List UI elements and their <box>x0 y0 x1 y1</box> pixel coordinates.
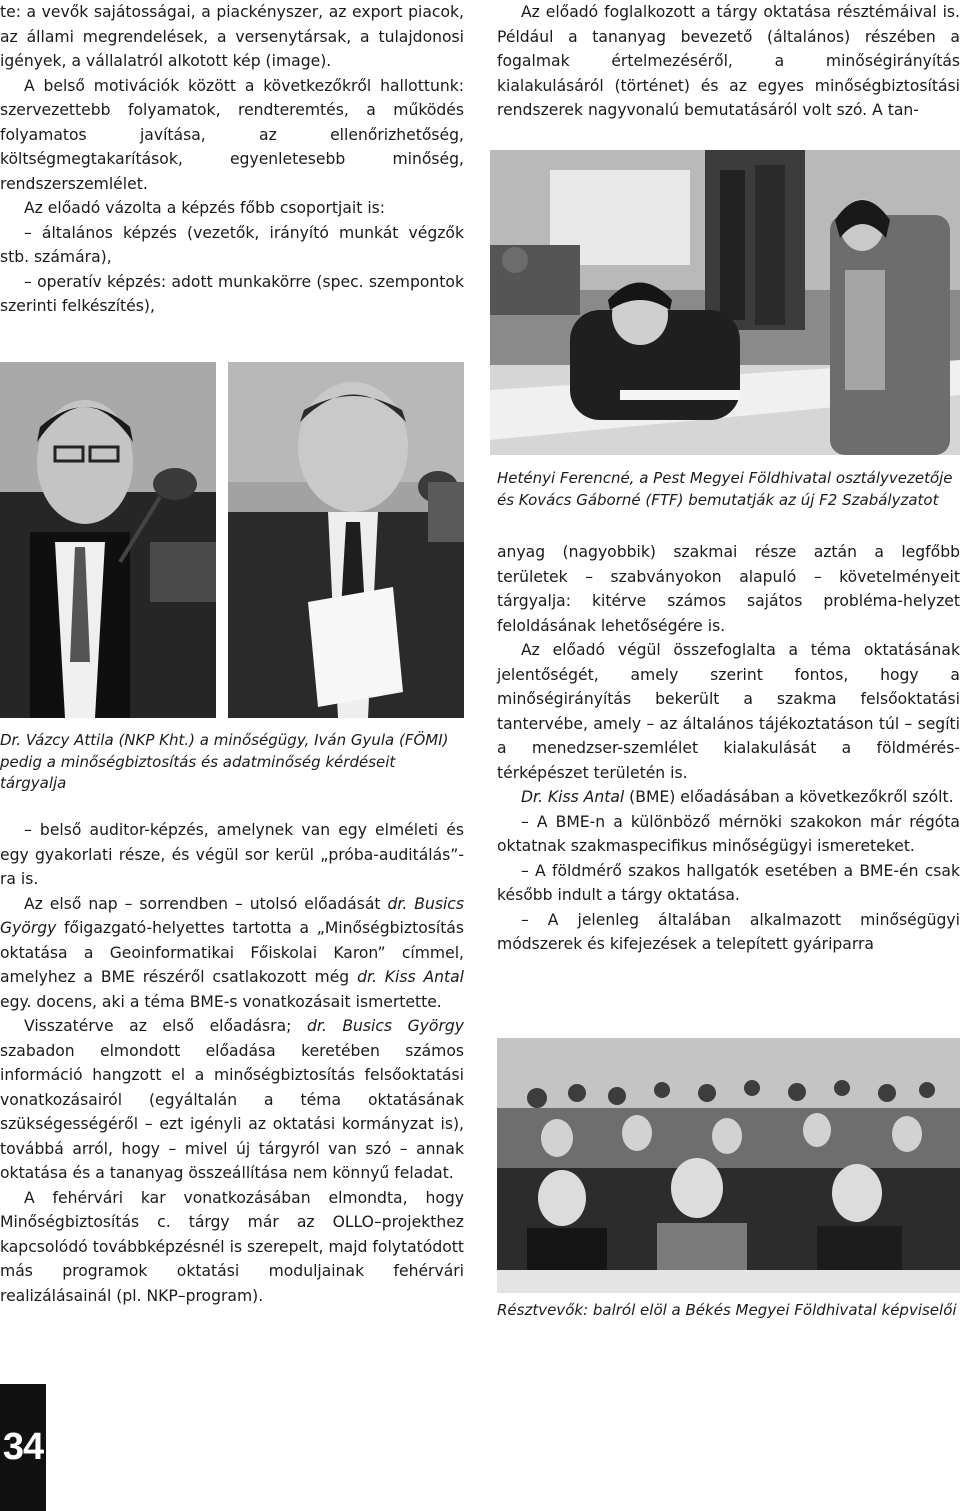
paragraph: Dr. Kiss Antal (BME) előadásában a következőkről szólt. <box>521 788 954 806</box>
caption-name-ivan: Iván Gyula (FÖMI) <box>314 731 449 749</box>
list-item: – operatív képzés: adott munkakörre (spec. szempontok szerinti felkészítés), <box>0 272 464 315</box>
page-number: 34 <box>0 1384 46 1511</box>
list-item: – A BME-n a különböző mérnöki szakokon már régóta oktatnak szakmaspecifikus minőségügyi ismereteket. <box>497 812 960 855</box>
paragraph: Az előadó foglalkozott a tárgy oktatása résztémáival is. Például a tananyag bevezető (általános) részében a fogalmak értelmezéséről, a minőségirányítás kialakulásáról (történet) és az egyes minőségbiztosítási rendszerek nagyvonalú bemutatásáról volt szó. A tan- <box>497 3 960 119</box>
list-item: – A jelenleg általában alkalmazott minőségügyi módszerek és kifejezések a telepített gyáriparra <box>497 910 960 953</box>
caption-speakers: Dr. Vázcy Attila (NKP Kht.) a minőségügy, Iván Gyula (FÖMI) pedig a minőségbiztosítás és adatminőség kérdéseit tárgyalja <box>0 731 449 792</box>
right-bottom-text <box>497 540 960 957</box>
right-top-text <box>497 0 960 123</box>
caption-audience: Résztvevők: balról elöl a Békés Megyei Földhivatal képviselői <box>497 1301 957 1319</box>
caption-presenters-f2: Hetényi Ferencné, a Pest Megyei Földhivatal osztályvezetője és Kovács Gáborné (FTF) bemutatják az új F2 Szabályzatot <box>497 469 953 509</box>
paragraph: anyag (nagyobbik) szakmai része aztán a legfőbb területek – szabványokon alapuló – követelményeit tárgyalja: kitérve számos sajátos probléma-helyzet feloldásának lehetőségére is. <box>497 543 960 635</box>
paragraph: te: a vevők sajátosságai, a piackényszer, az export piacok, az állami megrendelések, a versenytársak, a tulajdonosi igények, a vállalatról alkotott kép (image). <box>0 3 464 70</box>
photo-audience <box>497 1038 960 1293</box>
paragraph: A belső motivációk között a következőkről hallottunk: szervezettebb folyamatok, rendteremtés, a működés folyamatos javítása, az ellenőrizhetőség, költségmegtakarítások, egyenletesebb minőség, rendszerszemlélet. <box>0 76 464 193</box>
list-item: – belső auditor-képzés, amelynek van egy elméleti és egy gyakorlati része, és végül sor kerül „próba-auditálás”-ra is. <box>0 821 464 888</box>
list-item: – A földmérő szakos hallgatók esetében a BME-én csak később indult a tárgy oktatása. <box>497 861 960 904</box>
left-bottom-text <box>0 818 464 1308</box>
list-item: – általános képzés (vezetők, irányító munkát végzők stb. számára), <box>0 223 464 266</box>
caption-name-vaczy: Dr. Vázcy Attila (NKP Kht.) <box>0 731 196 749</box>
left-top-text <box>0 0 464 319</box>
paragraph: A fehérvári kar vonatkozásában elmondta, hogy Minőségbiztosítás c. tárgy már az OLLO–projekthez kapcsolódó továbbképzésnél is szerepelt, majd folytatódott más programok oktatási moduljainak fehérvári realizálásainál (pl. NKP–program). <box>0 1188 464 1305</box>
paragraph: Visszatérve az első előadásra; dr. Busics György szabadon elmondott előadása keretében számos információ hangzott el a minőségbiztosítás felsőoktatási vonatkozásairól (egyáltalán a téma oktatásának szükségességéről – ezt igényli az oktatási kormányzat is), továbbá arról, hogy – mivel új tárgyról van szó – annak oktatása és a tananyag összeállítása nem könnyű feladat. <box>0 1017 464 1182</box>
paragraph: Az előadó vázolta a képzés főbb csoportjait is: <box>24 199 386 217</box>
paragraph: Az első nap – sorrendben – utolsó előadását dr. Busics György főigazgató-helyettes tartotta a „Minőségbiztosítás oktatása a Geoinformatikai Főiskolai Karon” címmel, amelyhez a BME részéről csatlakozott még dr. Kiss Antal egy. docens, aki a téma BME-s vonatkozásait ismertette. <box>0 894 465 1011</box>
photo-vaczy-attila <box>0 362 216 718</box>
paragraph: Az előadó végül összefoglalta a téma oktatásának jelentőségét, amely szerint fontos, hogy a minőségirányítás bekerült a szakma felsőoktatási tantervébe, amely – az általános tájékoztatáson túl – segíti a menedzser-szemlélet kialakulását a földmérés-térképészet területén is. <box>497 641 960 782</box>
photo-ivan-gyula <box>228 362 464 718</box>
photo-presenters-f2 <box>490 150 960 455</box>
